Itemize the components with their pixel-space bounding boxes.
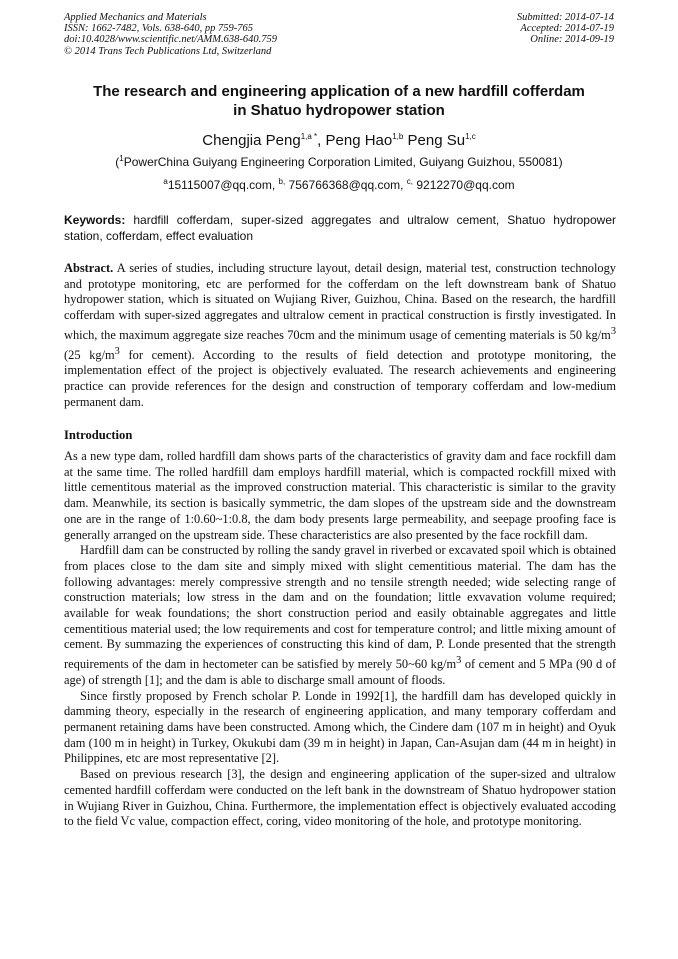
abstract-text: (25 kg/m bbox=[64, 347, 115, 362]
author-affil-mark: 1,c bbox=[465, 132, 476, 141]
paragraph: Based on previous research [3], the design and engineering application of the super-sized and ultralow cemented hardfill cofferdam were conducted on the left bank in the downstream of Shatuo hydropower station in Wujiang River in Guizhou, China. Furthermore, the implementation effect is objectively evaluated accoding to the field Vc value, compaction effect, coring, video monitoring of the hole, and prototype monitoring. bbox=[64, 767, 616, 829]
journal-info bbox=[64, 12, 277, 57]
paragraph-text: of cement and 5 MPa (90 d of age) of strength [1]; and the dam is able to discharge small amount of floods. bbox=[64, 657, 617, 687]
email-mark: a bbox=[163, 177, 168, 186]
superscript: 3 bbox=[456, 655, 462, 667]
email-mark: c, bbox=[406, 177, 414, 186]
paragraph-text: Hardfill dam can be constructed by rolling the sandy gravel in riverbed or excavated spoil which is obtained from places close to the dam site and simply mixed with slight cementitious material. The dam has the following advantages: merely compressive strength and no tensile strength needed; wide selecting range of construction materials; low stress in the dam and on the foundation; little exvavation volume required; available for weak foundations; the short construction period and easily obtainable aggregates and little cementitious material used; the low requirements and cost for temperature control; and little mixing amount of cement. By summazing the experiences of constructing this kind of dam, P. Londe presented that the strength requirements of the dam in hectometer can be satisfied by merely 50~60 kg/m bbox=[64, 543, 616, 672]
keywords bbox=[64, 213, 616, 244]
paragraph: Since firstly proposed by French scholar P. Londe in 1992[1], the hardfill dam has developed quickly in damming theory, especially in the research of engineering application, and many temporary cofferdam and permanent retaining dams have been constructed. Among which, the Cindere dam (107 m in height) and Oyuk dam (100 m in height) in Turkey, Okukubi dam (39 m in height) in Japan, Can-Asujan dam (44 m in height) in Philippines, etc are most representative [2]. bbox=[64, 688, 616, 766]
affiliation-text: PowerChina Guiyang Engineering Corporation Limited, Guiyang Guizhou, 550081) bbox=[123, 155, 563, 169]
title-line-2: in Shatuo hydropower station bbox=[233, 102, 445, 119]
author-affil-mark: 1,a * bbox=[300, 132, 318, 141]
issn-line: ISSN: 1662-7482, Vols. 638-640, pp 759-765 bbox=[64, 23, 253, 35]
email-mark: b, bbox=[278, 177, 286, 186]
title-line-1: The research and engineering application of a new hardfill cofferdam bbox=[93, 83, 585, 100]
doi-line: doi:10.4028/www.scientific.net/AMM.638-640.759 bbox=[64, 34, 277, 46]
author-list bbox=[40, 132, 638, 150]
journal-name: Applied Mechanics and Materials bbox=[64, 12, 207, 23]
paragraph: As a new type dam, rolled hardfill dam shows parts of the characteristics of gravity dam and face rockfill dam at the same time. The rolled hardfill dam employs hardfill material, which is compacted rockfill mixed with little cementitous material as the improved construction material. This characteristic is similar to the gravity dam. Meanwhile, its section is basically symmetric, the dam slopes of the upstream side and the downstream one are in the range of 1:0.60~1:0.8, the dam body presents large permeability, and seepage proofing face is generally arranged on the upstream side. These characteristics are also presented by the face rockfill dam. bbox=[64, 449, 616, 542]
paper-title bbox=[40, 82, 638, 120]
section-heading: Introduction bbox=[64, 428, 133, 442]
copyright-line: © 2014 Trans Tech Publications Ltd, Switzerland bbox=[64, 45, 272, 57]
accepted-date: Accepted: 2014-07-19 bbox=[520, 23, 614, 35]
email-address: 9212270@qq.com bbox=[413, 178, 515, 192]
author-name: Peng Hao bbox=[325, 132, 393, 149]
email-list bbox=[40, 178, 638, 193]
dates-info bbox=[517, 12, 614, 46]
abstract-text: for cement). According to the results of field detection and prototype monitoring, the implementation effect of the project is objectively evaluated. The research achievements and engineering practice can provide references for the design and construction of temporary cofferdam and low-medium permanent dam. bbox=[64, 347, 616, 409]
email-address: 15115007@qq.com, bbox=[167, 178, 279, 192]
superscript: 3 bbox=[114, 345, 120, 357]
keywords-text: hardfill cofferdam, super-sized aggregates and ultralow cement, Shatuo hydropower station, cofferdam, effect evaluation bbox=[64, 213, 616, 243]
affiliation-mark: 1 bbox=[119, 154, 124, 163]
author-name: Peng Su bbox=[407, 132, 466, 149]
submitted-date: Submitted: 2014-07-14 bbox=[516, 12, 614, 23]
superscript: 3 bbox=[610, 325, 616, 337]
online-date: Online: 2014-09-19 bbox=[530, 34, 614, 46]
affiliation: ($^1$PowerChina Guiyang Engineering Corporation Limited, Guiyang Guizhou, 550081) bbox=[115, 154, 563, 169]
paragraph bbox=[64, 543, 616, 688]
abstract-label: Abstract. bbox=[64, 261, 114, 275]
abstract-text: A series of studies, including structure layout, detail design, material test, construction technology and prototype monitoring, etc are performed for the cofferdam on the left downstream bank of Shatuo hydropower station, which is situated on Wujiang River, Guizhou, China. Based on the research, the hardfill cofferdam with super-sized aggregates and ultralow cement in practical construction is firstly investigated. In which, the maximum aggregate size reaches 70cm and the minimum usage of cementing materials is 50 kg/m bbox=[64, 261, 616, 342]
abstract bbox=[64, 261, 616, 411]
author-name: Chengjia Peng bbox=[202, 132, 301, 149]
introduction-body bbox=[64, 449, 616, 830]
email-address: 756766368@qq.com, bbox=[285, 178, 407, 192]
author-separator: , bbox=[317, 132, 326, 149]
keywords-label: Keywords: bbox=[64, 213, 126, 227]
author-affil-mark: 1,b bbox=[392, 132, 404, 141]
